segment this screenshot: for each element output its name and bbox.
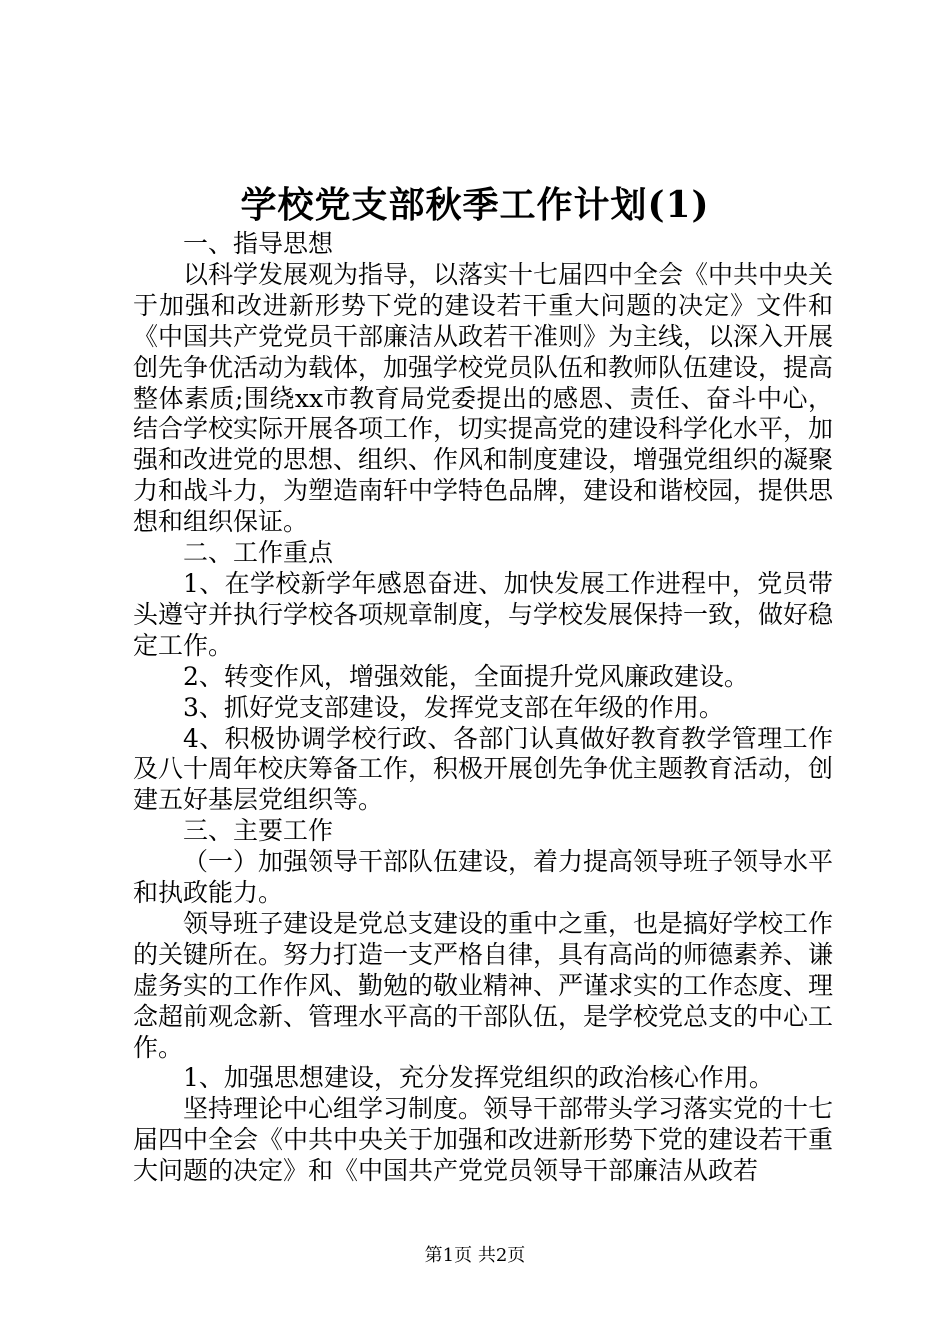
paragraph: 领导班子建设是党总支建设的重中之重，也是搞好学校工作的关键所在。努力打造一支严格自律，具有高尚的师德素养、谦虚务实的工作作风、勤勉的敬业精神、严谨求实的工作态度、理念超前观念新、管理水平高的干部队伍，是学校党总支的中心工作。 xyxy=(133,908,834,1062)
list-item: 3、抓好党支部建设，发挥党支部在年级的作用。 xyxy=(183,692,724,722)
list-item: 1、在学校新学年感恩奋进、加快发展工作进程中，党员带头遵守并执行学校各项规章制度，与学校发展保持一致，做好稳定工作。 xyxy=(133,568,834,660)
page-number: 第1页 共2页 xyxy=(424,1245,526,1266)
document-body xyxy=(133,229,833,1187)
list-item: 1、加强思想建设，充分发挥党组织的政治核心作用。 xyxy=(183,1063,774,1093)
paragraph: 以科学发展观为指导，以落实十七届四中全会《中共中央关于加强和改进新形势下党的建设若干重大问题的决定》文件和《中国共产党党员干部廉洁从政若干准则》为主线，以深入开展创先争优活动为载体，加强学校党员队伍和教师队伍建设，提高整体素质;围绕xx市教育局党委提出的感恩、责任、奋斗中心，结合学校实际开展各项工作，切实提高党的建设科学化水平，加强和改进党的思想、组织、作风和制度建设，增强党组织的凝聚力和战斗力，为塑造南轩中学特色品牌，建设和谐校园，提供思想和组织保证。 xyxy=(133,259,834,537)
paragraph: 坚持理论中心组学习制度。领导干部带头学习落实党的十七届四中全会《中共中央关于加强和改进新形势下党的建设若干重大问题的决定》和《中国共产党党员领导干部廉洁从政若 xyxy=(133,1094,834,1186)
subsection-heading: （一）加强领导干部队伍建设，着力提高领导班子领导水平和执政能力。 xyxy=(133,847,834,908)
section-heading-main-work: 三、主要工作 xyxy=(183,816,334,846)
document-title: 学校党支部秋季工作计划(1) xyxy=(240,184,710,226)
section-heading-guiding-thought: 一、指导思想 xyxy=(183,229,334,258)
list-item: 2、转变作风，增强效能，全面提升党风廉政建设。 xyxy=(183,661,749,691)
list-item: 4、积极协调学校行政、各部门认真做好教育教学管理工作及八十周年校庆筹备工作，积极开展创先争优主题教育活动，创建五好基层党组织等。 xyxy=(133,723,834,815)
section-heading-work-focus: 二、工作重点 xyxy=(183,538,334,568)
